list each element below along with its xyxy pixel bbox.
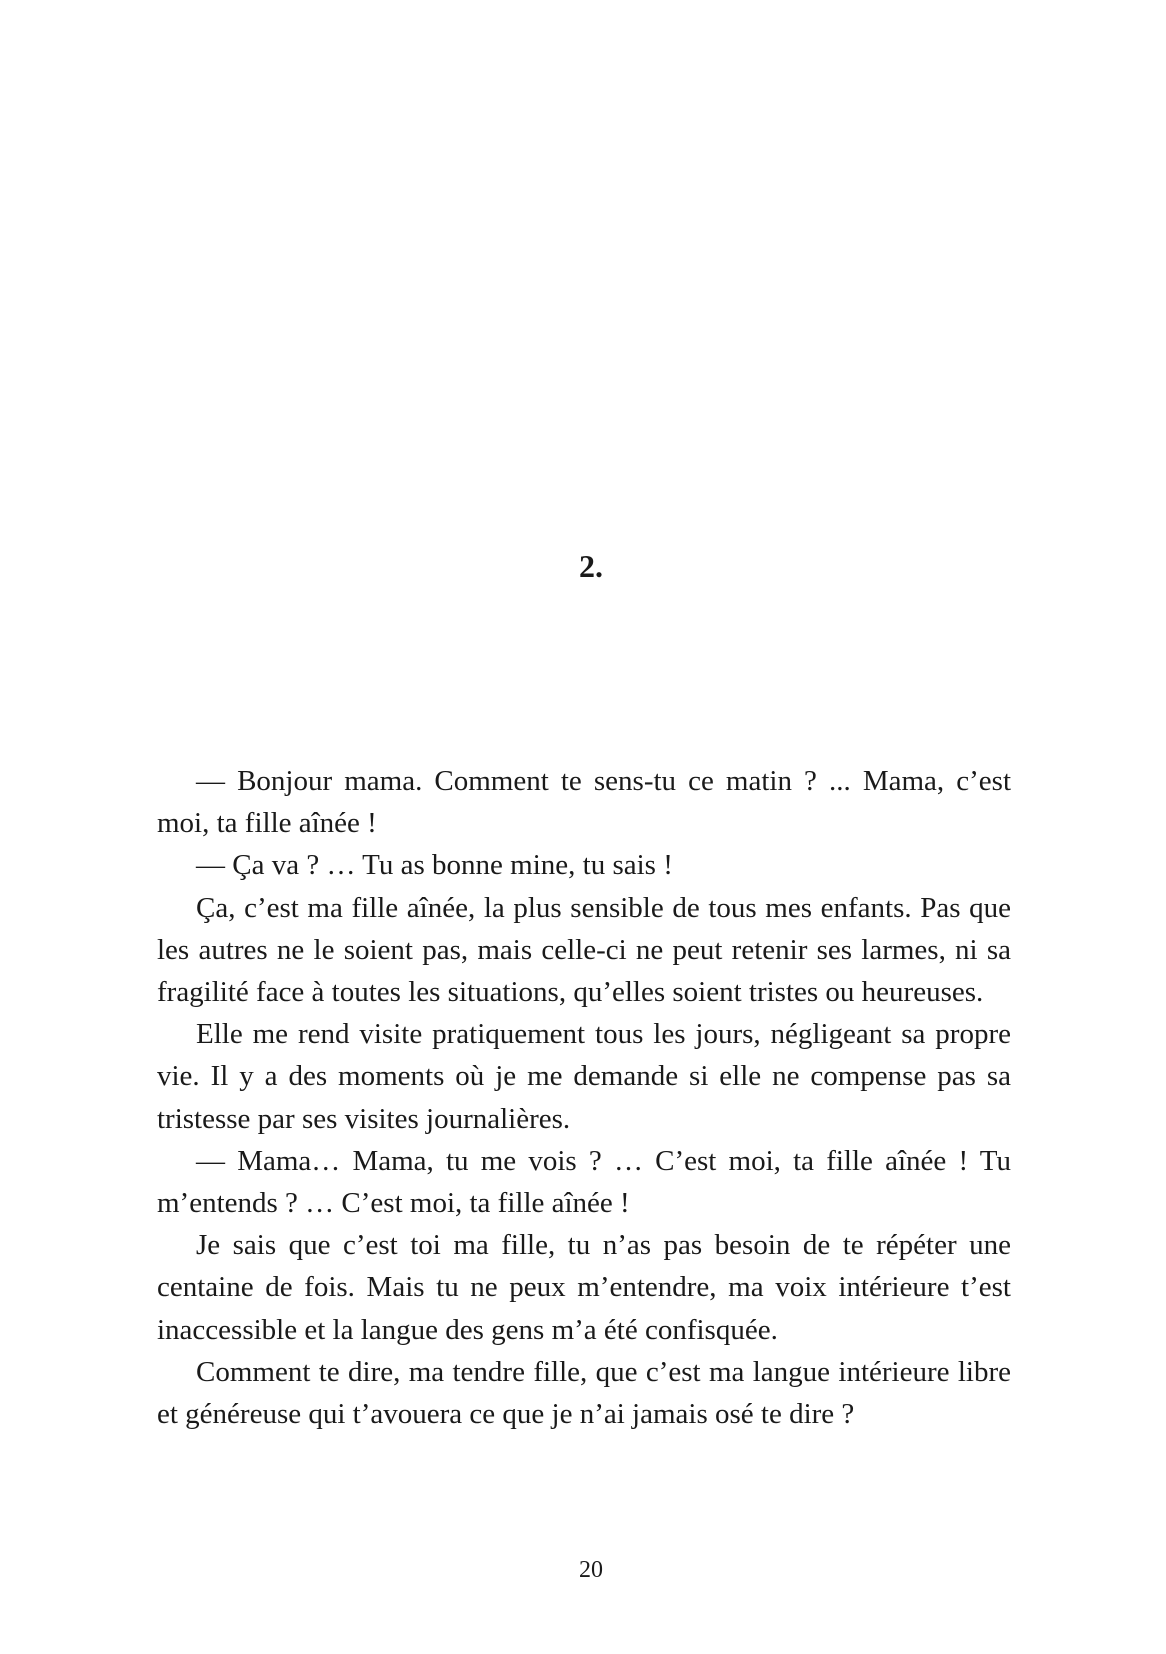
chapter-number: 2. [579,548,603,584]
paragraph: Comment te dire, ma tendre fille, que c’est ma langue intérieure libre et généreuse qui t’avouera ce que je n’ai jamais osé te dire ? [157,1355,1011,1431]
paragraph: — Ça va ? … Tu as bonne mine, tu sais ! [196,849,673,882]
paragraph: Elle me rend visite pratiquement tous les jours, négligeant sa propre vie. Il y a des moments où je me demande si elle ne compense pas sa tristesse par ses visites journalières. [157,1018,1011,1135]
paragraph: Je sais que c’est toi ma fille, tu n’as pas besoin de te répéter une centaine de fois. Mais tu ne peux m’entendre, ma voix intérieure t’est inaccessible et la langue des gens m’a été confisquée. [157,1229,1011,1346]
chapter-body [157,760,1011,1435]
paragraph: — Mama… Mama, tu me vois ? … C’est moi, ta fille aînée ! Tu m’entends ? … C’est moi, ta fille aînée ! [157,1144,1011,1220]
paragraph: — Bonjour mama. Comment te sens-tu ce matin ? ... Mama, c’est moi, ta fille aînée ! [157,765,1011,840]
paragraph: Ça, c’est ma fille aînée, la plus sensible de tous mes enfants. Pas que les autres ne le soient pas, mais celle-ci ne peut retenir ses larmes, ni sa fragilité face à toutes les situations, qu’elles soient tristes ou heureuses. [157,891,1011,1009]
page-number: 20 [579,1557,603,1583]
